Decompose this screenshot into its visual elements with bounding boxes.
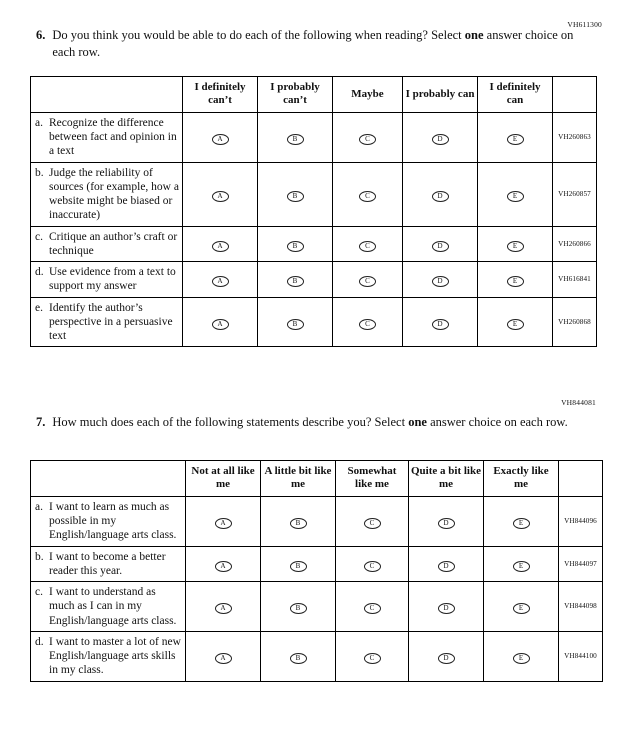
row-label: [31, 297, 183, 347]
answer-cell: [261, 631, 336, 681]
answer-bubble-d[interactable]: D: [432, 134, 449, 145]
answer-cell: [333, 226, 403, 262]
answer-cell: [478, 297, 553, 347]
q7-header-col-2: A little bit like me: [261, 461, 336, 497]
answer-cell: [333, 262, 403, 298]
answer-bubble-c[interactable]: C: [359, 134, 376, 145]
answer-bubble-e[interactable]: E: [507, 134, 524, 145]
answer-bubble-b[interactable]: B: [290, 603, 307, 614]
q7-row-c: [31, 582, 603, 632]
item-code: VH844096: [559, 496, 603, 546]
row-text: Identify the author’s perspective in a persuasive text: [49, 301, 173, 343]
row-label: [31, 546, 186, 582]
answer-cell: [333, 162, 403, 226]
answer-cell: [403, 262, 478, 298]
answer-bubble-d[interactable]: D: [438, 561, 455, 572]
answer-cell: [333, 112, 403, 162]
row-letter: e.: [35, 301, 43, 314]
q7-header-col-5: Exactly like me: [484, 461, 559, 497]
row-label: [31, 582, 186, 632]
q7-header-code-empty: [559, 461, 603, 497]
q6-row-c: [31, 226, 597, 262]
row-text: I want to master a lot of new English/language arts skills in my class.: [49, 635, 181, 677]
answer-cell: [409, 496, 484, 546]
answer-cell: [403, 112, 478, 162]
answer-cell: [484, 582, 559, 632]
answer-cell: [261, 496, 336, 546]
answer-cell: [409, 546, 484, 582]
q6-header-col-1: I definitely can’t: [183, 77, 258, 113]
row-text: Critique an author’s craft or technique: [49, 230, 178, 257]
answer-bubble-b[interactable]: B: [290, 518, 307, 529]
answer-cell: [403, 226, 478, 262]
q6-header-col-2: I probably can’t: [258, 77, 333, 113]
row-label: [31, 162, 183, 226]
q6-header-row: [31, 77, 597, 113]
q7-header-row: [31, 461, 603, 497]
q6-number: 6.: [36, 28, 46, 42]
answer-bubble-c[interactable]: C: [364, 653, 381, 664]
answer-cell: [484, 496, 559, 546]
answer-bubble-d[interactable]: D: [432, 319, 449, 330]
answer-cell: [261, 546, 336, 582]
row-label: [31, 496, 186, 546]
row-letter: d.: [35, 266, 44, 279]
answer-bubble-d[interactable]: D: [432, 191, 449, 202]
q7-question: [36, 414, 576, 431]
q7-header-col-3: Somewhat like me: [336, 461, 409, 497]
answer-cell: [258, 297, 333, 347]
answer-bubble-a[interactable]: A: [212, 191, 229, 202]
q6-row-a: [31, 112, 597, 162]
q7-table: [30, 460, 603, 682]
answer-bubble-e[interactable]: E: [513, 518, 530, 529]
answer-bubble-a[interactable]: A: [215, 518, 232, 529]
answer-bubble-e[interactable]: E: [513, 603, 530, 614]
answer-bubble-a[interactable]: A: [215, 561, 232, 572]
answer-bubble-c[interactable]: C: [364, 603, 381, 614]
q6-header-col-3: Maybe: [333, 77, 403, 113]
answer-cell: [409, 582, 484, 632]
row-text: I want to become a better reader this year.: [49, 550, 166, 577]
q6-header-col-4: I probably can: [403, 77, 478, 113]
answer-cell: [484, 631, 559, 681]
item-code: VH260868: [553, 297, 597, 347]
answer-cell: [258, 262, 333, 298]
answer-bubble-c[interactable]: C: [359, 276, 376, 287]
row-letter: c.: [35, 586, 43, 599]
answer-bubble-e[interactable]: E: [507, 276, 524, 287]
q7-header-empty: [31, 461, 186, 497]
item-code: VH844097: [559, 546, 603, 582]
q7-prompt-after: answer choice on each row.: [430, 415, 568, 429]
answer-bubble-a[interactable]: A: [215, 653, 232, 664]
answer-cell: [336, 496, 409, 546]
answer-bubble-a[interactable]: A: [212, 241, 229, 252]
q6-form-code: VH611300: [567, 20, 602, 29]
q6-header-empty: [31, 77, 183, 113]
item-code: VH260857: [553, 162, 597, 226]
answer-bubble-a[interactable]: A: [212, 134, 229, 145]
answer-cell: [336, 631, 409, 681]
item-code: VH616841: [553, 262, 597, 298]
answer-cell: [333, 297, 403, 347]
answer-cell: [336, 582, 409, 632]
answer-bubble-b[interactable]: B: [287, 319, 304, 330]
row-label: [31, 226, 183, 262]
answer-bubble-b[interactable]: B: [290, 653, 307, 664]
answer-bubble-e[interactable]: E: [513, 653, 530, 664]
answer-cell: [409, 631, 484, 681]
row-text: Recognize the difference between fact and opinion in a text: [49, 116, 177, 158]
answer-bubble-b[interactable]: B: [290, 561, 307, 572]
answer-bubble-c[interactable]: C: [359, 319, 376, 330]
answer-cell: [186, 496, 261, 546]
q6-header-col-5: I definitely can: [478, 77, 553, 113]
row-letter: c.: [35, 230, 43, 243]
q7-prompt-bold: one: [408, 415, 427, 429]
answer-cell: [183, 162, 258, 226]
q7-number: 7.: [36, 415, 46, 429]
q6-prompt-after: answer choice on each row.: [52, 28, 574, 59]
answer-cell: [478, 162, 553, 226]
answer-bubble-a[interactable]: A: [212, 319, 229, 330]
answer-cell: [186, 631, 261, 681]
item-code: VH260866: [553, 226, 597, 262]
row-label: [31, 262, 183, 298]
row-letter: b.: [35, 166, 44, 179]
row-label: [31, 631, 186, 681]
answer-bubble-b[interactable]: B: [287, 241, 304, 252]
answer-bubble-b[interactable]: B: [287, 191, 304, 202]
q7-form-code: VH844081: [561, 398, 596, 407]
answer-bubble-b[interactable]: B: [287, 276, 304, 287]
answer-bubble-d[interactable]: D: [432, 276, 449, 287]
answer-cell: [403, 297, 478, 347]
answer-cell: [336, 546, 409, 582]
answer-cell: [258, 162, 333, 226]
answer-cell: [484, 546, 559, 582]
item-code: VH844100: [559, 631, 603, 681]
q6-prompt-before: Do you think you would be able to do each of the following when reading? Select: [52, 28, 462, 42]
answer-cell: [478, 112, 553, 162]
answer-bubble-c[interactable]: C: [364, 518, 381, 529]
q7-header-col-1: Not at all like me: [186, 461, 261, 497]
answer-cell: [183, 226, 258, 262]
q6-row-e: [31, 297, 597, 347]
row-letter: d.: [35, 635, 44, 648]
q6-question: [36, 27, 581, 60]
row-text: Use evidence from a text to support my answer: [49, 266, 176, 293]
q6-header-code-empty: [553, 77, 597, 113]
answer-bubble-d[interactable]: D: [432, 241, 449, 252]
answer-bubble-d[interactable]: D: [438, 603, 455, 614]
answer-bubble-c[interactable]: C: [364, 561, 381, 572]
answer-bubble-e[interactable]: E: [507, 319, 524, 330]
q7-row-d: [31, 631, 603, 681]
answer-cell: [258, 112, 333, 162]
answer-bubble-e[interactable]: E: [513, 561, 530, 572]
answer-bubble-b[interactable]: B: [287, 134, 304, 145]
answer-bubble-e[interactable]: E: [507, 241, 524, 252]
answer-bubble-a[interactable]: A: [212, 276, 229, 287]
row-text: I want to understand as much as I can in my English/language arts class.: [49, 586, 177, 627]
answer-bubble-d[interactable]: D: [438, 518, 455, 529]
answer-cell: [186, 582, 261, 632]
q7-prompt: [52, 414, 567, 431]
answer-bubble-c[interactable]: C: [359, 191, 376, 202]
answer-bubble-a[interactable]: A: [215, 603, 232, 614]
q6-table: [30, 76, 597, 347]
q6-row-b: [31, 162, 597, 226]
answer-cell: [403, 162, 478, 226]
answer-cell: [258, 226, 333, 262]
q7-row-a: [31, 496, 603, 546]
answer-cell: [183, 262, 258, 298]
row-letter: b.: [35, 550, 44, 563]
answer-bubble-d[interactable]: D: [438, 653, 455, 664]
row-label: [31, 112, 183, 162]
item-code: VH260863: [553, 112, 597, 162]
q6-prompt: [52, 27, 581, 60]
answer-cell: [478, 226, 553, 262]
row-text: I want to learn as much as possible in my English/language arts class.: [49, 500, 177, 542]
answer-cell: [261, 582, 336, 632]
row-letter: a.: [35, 500, 43, 513]
row-letter: a.: [35, 116, 43, 129]
answer-cell: [478, 262, 553, 298]
answer-cell: [183, 112, 258, 162]
q6-row-d: [31, 262, 597, 298]
q6-prompt-bold: one: [464, 28, 484, 42]
q7-header-col-4: Quite a bit like me: [409, 461, 484, 497]
q7-prompt-before: How much does each of the following statements describe you? Select: [52, 415, 406, 429]
row-text: Judge the reliability of sources (for example, how a website might be biased or inaccurate): [49, 166, 179, 222]
answer-bubble-e[interactable]: E: [507, 191, 524, 202]
answer-cell: [183, 297, 258, 347]
answer-cell: [186, 546, 261, 582]
answer-bubble-c[interactable]: C: [359, 241, 376, 252]
item-code: VH844098: [559, 582, 603, 632]
q7-row-b: [31, 546, 603, 582]
